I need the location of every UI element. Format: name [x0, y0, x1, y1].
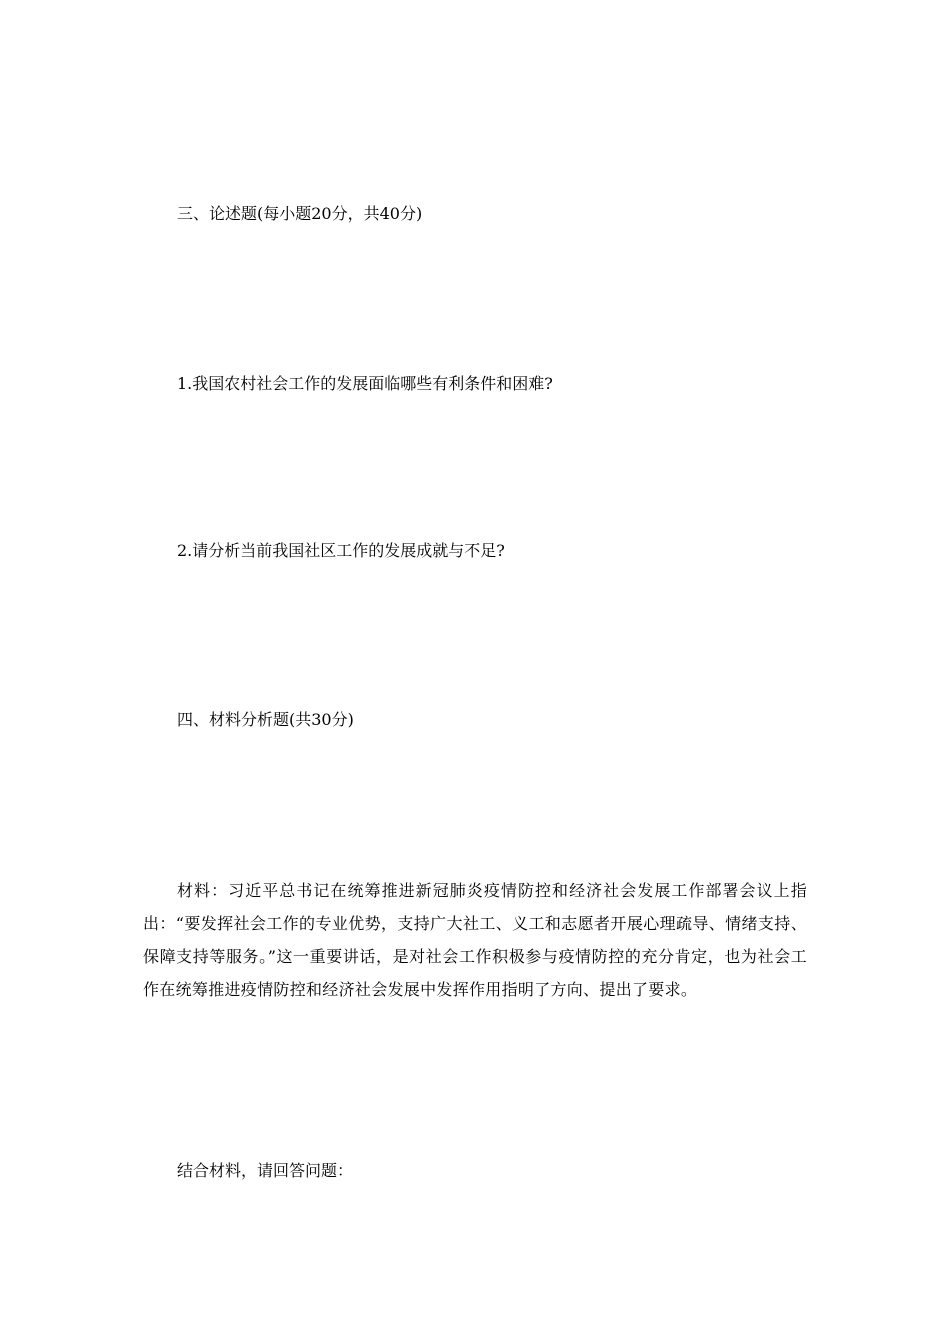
answer-prompt: 结合材料，请回答问题： — [177, 1161, 354, 1180]
essay-question-1: 1.我国农村社会工作的发展面临哪些有利条件和困难? — [177, 374, 553, 393]
essay-section-heading: 三、论述题(每小题20分，共40分) — [177, 204, 423, 223]
material-paragraph: 材料：习近平总书记在统筹推进新冠肺炎疫情防控和经济社会发展工作部署会议上指出：“要发挥社会工作的专业优势，支持广大社工、义工和志愿者开展心理疏导、情绪支持、保障支持等服务。”这一重要讲话，是对社会工作积极参与疫情防控的充分肯定，也为社会工作在统筹推进疫情防控和经济社会发展中发挥作用指明了方向、提出了要求。 — [143, 881, 807, 999]
material-section-heading: 四、材料分析题(共30分) — [177, 710, 354, 729]
essay-question-2: 2.请分析当前我国社区工作的发展成就与不足? — [177, 541, 505, 560]
